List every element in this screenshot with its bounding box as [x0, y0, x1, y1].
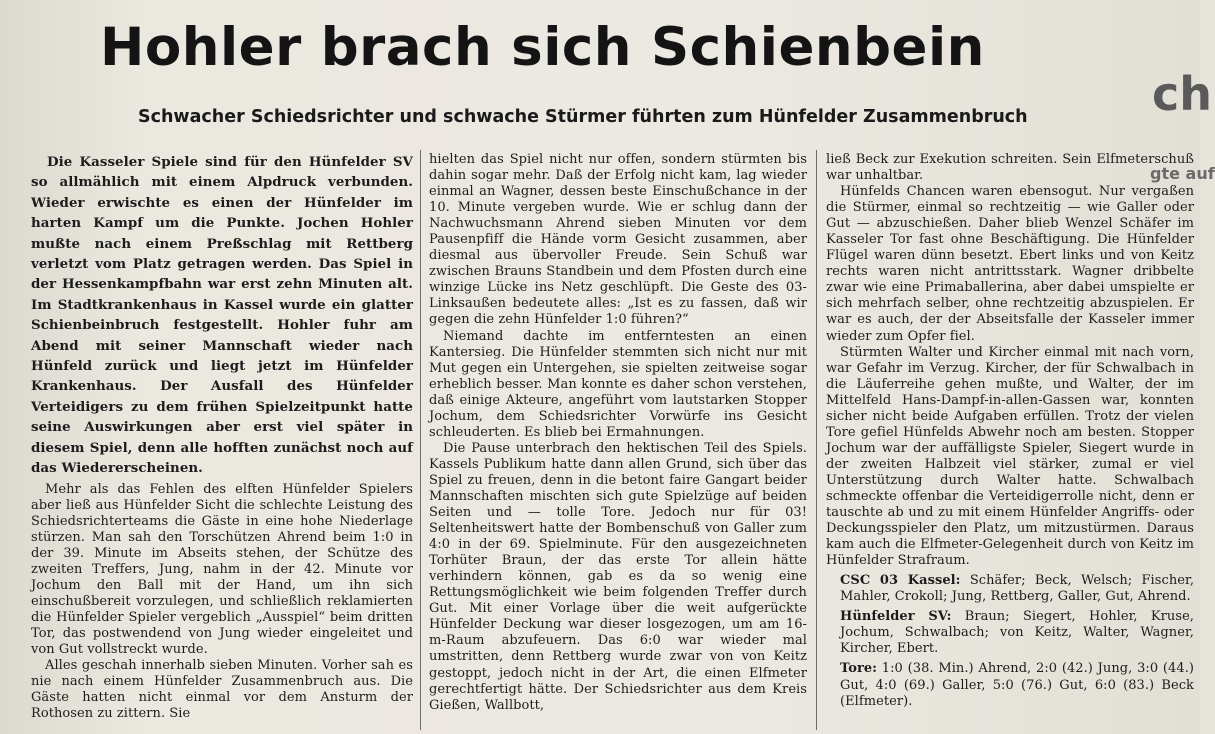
goals-summary	[826, 661, 1194, 709]
adjacent-subline-fragment: gte auf	[1150, 164, 1215, 183]
article-column-2	[429, 152, 807, 730]
body-paragraph: Alles geschah innerhalb sieben Minuten. Vorher sah es nie nach einem Hünfelder Zusammenbruch aus. Die Gäste hatten nicht einmal vor dem Ansturm der Rothosen zu zittern. Sie	[31, 658, 413, 722]
column-divider-2	[816, 150, 817, 730]
lineup-huenfeld	[826, 609, 1194, 657]
lead-paragraph: Die Kasseler Spiele sind für den Hünfelder SV so allmählich mit einem Alpdruck verbunden. Wieder erwischte es einen der Hünfelder im harten Kampf um die Punkte. Jochen Hohler mußte nach einem Preßschlag mit Rettberg verletzt vom Platz getragen werden. Das Spiel in der Hessenkampfbahn war erst zehn Minuten alt. Im Stadtkrankenhaus in Kassel wurde ein glatter Schienbeinbruch festgestellt. Hohler fuhr am Abend mit seiner Mannschaft wieder nach Hünfeld zurück und liegt jetzt im Hünfelder Krankenhaus. Der Ausfall des Hünfelder Verteidigers zu dem frühen Spielzeitpunkt hatte seine Auswirkungen aber erst viel später in diesem Spiel, denn alle hofften zunächst noch auf das Wiedererscheinen.	[31, 154, 413, 477]
team-players: Braun; Siegert, Hohler, Kruse, Jochum, Schwalbach; von Keitz, Walter, Wagner, Kircher, Ebert.	[840, 609, 1194, 657]
body-paragraph: hielten das Spiel nicht nur offen, sondern stürmten bis dahin sogar mehr. Daß der Erfolg nicht kam, lag wieder einmal an Wagner, dessen beste Einschußchance in der 10. Minute vergeben wurde. Wie er schlug dann der Nachwuchsmann Ahrend sieben Minuten vor dem Pausenpfiff die Hände vorm Gesicht zusammen, aber diesmal aus übervoller Freude. Sein Schuß war zwischen Brauns Standbein und dem Pfosten durch eine winzige Lücke ins Netz geschlüpft. Die Geste des 03-Linksaußen bedeutete alles: „Ist es zu fassen, daß wir gegen die zehn Hünfelder 1:0 führen?“	[429, 152, 807, 328]
team-players: Schäfer; Beck, Welsch; Fischer, Mahler, Crokoll; Jung, Rettberg, Galler, Gut, Ahrend.	[840, 573, 1194, 605]
article-subheadline: Schwacher Schiedsrichter und schwache Stürmer führten zum Hünfelder Zusammenbruch	[138, 107, 1028, 127]
adjacent-headline-fragment: ch	[1152, 67, 1213, 121]
column-divider-1	[420, 150, 421, 730]
body-paragraph: ließ Beck zur Exekution schreiten. Sein Elfmeterschuß war unhaltbar.	[826, 152, 1194, 184]
body-paragraph: Stürmten Walter und Kircher einmal mit nach vorn, war Gefahr im Verzug. Kircher, der für Schwalbach in die Läuferreihe gehen mußte, und Walter, der im Mittelfeld Hans-Dampf-in-allen-Gassen war, konnten sicher nicht beide Aufgaben erfüllen. Trotz der vielen Tore gefiel Hünfelds Abwehr noch am besten. Stopper Jochum war der auffälligste Spieler, Siegert wurde in der zweiten Halbzeit viel stärker, zumal er viel Unterstützung durch Walter hatte. Schwalbach schmeckte offenbar die Verteidigerrolle nicht, denn er tauschte ab und zu mit einem Hünfelder Angriffs- oder Deckungsspieler den Platz, um mitzustürmen. Daraus kam auch die Elfmeter-Gelegenheit durch von Keitz im Hünfelder Strafraum.	[826, 344, 1194, 569]
goals-label: Tore:	[840, 661, 878, 677]
article-column-3	[826, 152, 1194, 730]
goals-list: 1:0 (38. Min.) Ahrend, 2:0 (42.) Jung, 3:0 (44.) Gut, 4:0 (69.) Galler, 5:0 (76.) Gut, 6:0 (83.) Beck (Elfmeter).	[840, 661, 1194, 709]
article-column-1	[31, 152, 413, 730]
body-paragraph: Niemand dachte im entferntesten an einen Kantersieg. Die Hünfelder stemmten sich nicht nur mit Mut gegen ein Untergehen, sie spielten zeitweise sogar erheblich besser. Man konnte es daher schon verstehen, daß einige Akteure, angeführt vom lautstarken Stopper Jochum, dem Schiedsrichter Vorwürfe ins Gesicht schleuderten. Es blieb bei Ermahnungen.	[429, 328, 807, 440]
article-lead	[31, 152, 413, 479]
team-name: Hünfelder SV:	[840, 609, 952, 625]
body-paragraph: Die Pause unterbrach den hektischen Teil des Spiels. Kassels Publikum hatte dann allen Grund, sich über das Spiel zu freuen, denn in die betont faire Gangart beider Mannschaften mischten sich gute Spielzüge auf beiden Seiten und — tolle Tore. Jedoch nur für 03! Seltenheitswert hatte der Bombenschuß von Galler zum 4:0 in der 69. Spielminute. Für den ausgezeichneten Torhüter Braun, der das erste Tor allein hätte verhindern können, gab es da so wenig eine Rettungsmöglichkeit wie beim folgenden Treffer durch Gut. Mit einer Vorlage über die weit aufgerückte Hünfelder Deckung war dieser losgezogen, um am 16-m-Raum abzufeuern. Das 6:0 war wieder mal umstritten, denn Rettberg wurde zwar von von Keitz gestoppt, jedoch nicht in der Art, die einen Elfmeter gerechtfertigt hätte. Der Schiedsrichter aus dem Kreis Gießen, Wallbott,	[429, 440, 807, 713]
body-paragraph: Mehr als das Fehlen des elften Hünfelder Spielers aber ließ aus Hünfelder Sicht die schlechte Leistung des Schiedsrichterteams die Gäste in eine hohe Niederlage stürzen. Man sah den Torschützen Ahrend beim 1:0 in der 39. Minute im Abseits stehen, der Schütze des zweiten Treffers, Jung, nahm in der 42. Minute vor Jochum den Ball mit der Hand, um ihn sich einschußbereit vorzulegen, und schließlich reklamierten die Hünfelder Spieler vergeblich „Ausspiel“ beim dritten Tor, das postwendend von Jung wieder eingeleitet und von Gut vollstreckt wurde.	[31, 481, 413, 657]
team-name: CSC 03 Kassel:	[840, 573, 961, 589]
article-headline: Hohler brach sich Schienbein	[100, 17, 985, 78]
body-paragraph: Hünfelds Chancen waren ebensogut. Nur vergaßen die Stürmer, einmal so rechtzeitig — wie Galler oder Gut — abzuschießen. Daher blieb Wenzel Schäfer im Kasseler Tor fast ohne Beschäftigung. Die Hünfelder Flügel waren dünn besetzt. Ebert links und von Keitz rechts waren nicht antrittsstark. Wagner dribbelte zwar wie eine Primaballerina, aber dabei umspielte er sich mehrfach selber, ohne rechtzeitig abzuspielen. Er war es auch, der der Abseitsfalle der Kasseler immer wieder zum Opfer fiel.	[826, 184, 1194, 344]
lineup-kassel	[826, 573, 1194, 605]
